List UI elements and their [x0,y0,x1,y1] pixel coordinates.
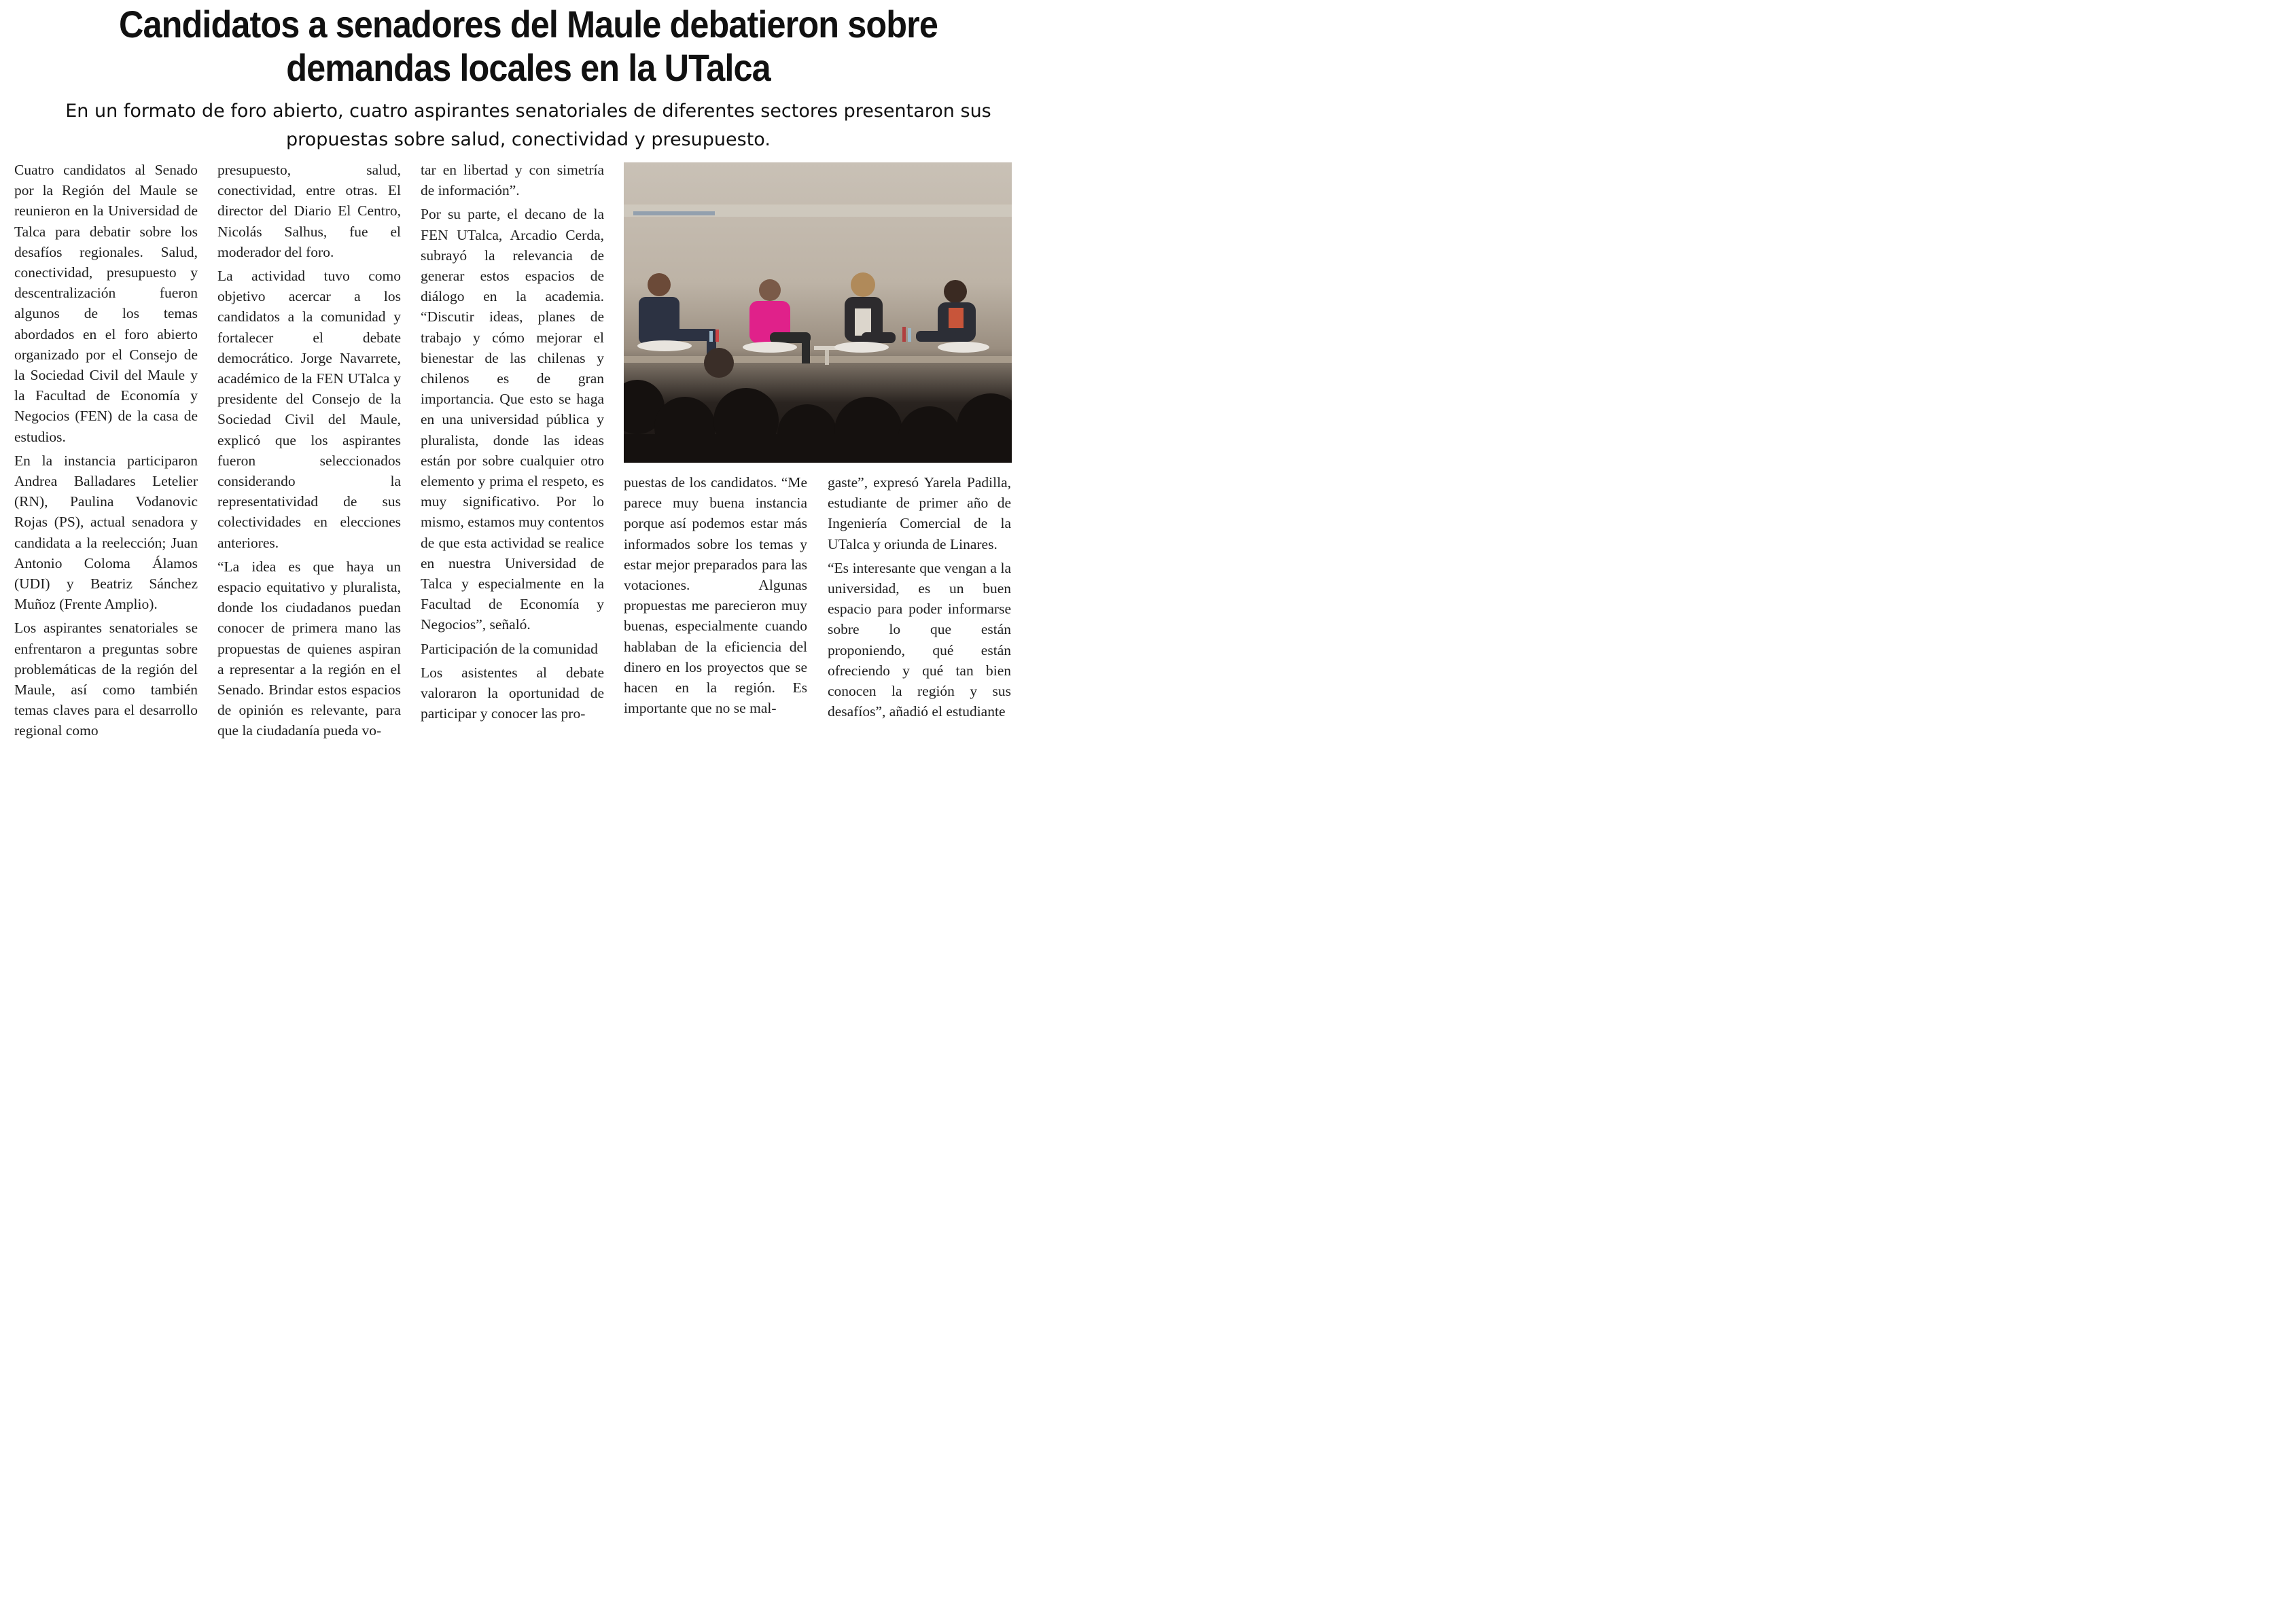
paragraph: Cuatro candidatos al Senado por la Región del Maule se reunieron en la Universidad de Talca para debatir sobre los desafíos regionales. Salud, conectividad, presupuesto y descentralización fueron algunos de los temas abordados en el foro abierto organizado por el Consejo de la Sociedad Civil del Maule y la Facultad de Economía y Negocios (FEN) de la casa de estudios. [14,162,198,445]
article-column-3 [421,160,604,724]
paragraph: La actividad tuvo como objetivo acercar a los candidatos a la comunidad y fortalecer el debate democrático. Jorge Navarrete, académico de la FEN UTalca y presidente del Consejo de la Sociedad Civil del Maule, explicó que los aspirantes fueron seleccionados considerando la representatividad de sus colectividades en elecciones anteriores. [217,268,401,551]
paragraph: “La idea es que haya un espacio equitativo y pluralista, donde los ciudadanos puedan conocer de primera mano las propuestas de quienes aspiran a representar a la región en el Senado. Brindar estos espacios de opinión es relevante, para que la ciudadanía pueda vo- [217,558,401,739]
speaker-3 [834,272,896,353]
paragraph: gaste”, expresó Yarela Padilla, estudiante de primer año de Ingeniería Comercial de la UTalca y oriunda de Linares. [828,474,1011,552]
paragraph: Los asistentes al debate valoraron la oportunidad de participar y conocer las pro- [421,664,604,722]
section-subheading: Participación de la comunidad [421,640,598,657]
article-column-1 [14,160,198,741]
paragraph: tar en libertad y con simetría de información”. [421,162,604,199]
speaker-2 [743,279,811,364]
paragraph: Por su parte, el decano de la FEN UTalca, Arcadio Cerda, subrayó la relevancia de generar estos espacios de diálogo en la academia. “Discutir ideas, planes de trabajo y cómo mejorar el bienestar de las chilenas y chilenos es de gran importancia. Que esto se haga en una universidad pública y pluralista, donde las ideas están por sobre cualquier otro elemento y prima el respeto, es muy significativo. Por lo mismo, estamos muy contentos de que esta actividad se realice en nuestra Universidad de Talca y especialmente en la Facultad de Economía y Negocios”, señaló. [421,206,604,633]
article-column-2 [217,160,401,741]
subheadline: En un formato de foro abierto, cuatro aspirantes senatoriales de diferentes sectores presentaron sus propuestas sobre salud, conectividad y presupuesto. [65,101,991,150]
speaker-1 [637,273,719,366]
debate-photo [624,162,1012,463]
speaker-4 [916,280,989,353]
debate-photo-illustration [624,162,1012,463]
paragraph: presupuesto, salud, conectividad, entre otras. El director del Diario El Centro, Nicolás Salhus, fue el moderador del foro. [217,162,401,260]
audience [624,348,1012,463]
paragraph: Los aspirantes senatoriales se enfrentaron a preguntas sobre problemáticas de la región del Maule, así como también temas claves para el desarrollo regional como [14,620,198,739]
headline: Candidatos a senadores del Maule debatieron sobre demandas locales en la UTalca [118,3,938,89]
paragraph: “Es interesante que vengan a la universidad, es un buen espacio para poder informarse sobre lo que están proponiendo, qué están ofreciendo y qué tan bien conocen la región y sus desafíos”, añadió el estudiante [828,559,1011,720]
article-column-5 [828,472,1011,722]
paragraph: puestas de los candidatos. “Me parece muy buena instancia porque así podemos estar más informados sobre los temas y estar mejor preparados para las votaciones. Algunas propuestas me parecieron muy buenas, especialmente cuando hablaban de la eficiencia del dinero en los proyectos que se hacen en la región. Es importante que no se mal- [624,474,807,717]
article-column-4 [624,472,807,718]
paragraph: En la instancia participaron Andrea Balladares Letelier (RN), Paulina Vodanovic Rojas (PS), actual senadora y candidata a la reelección; Juan Antonio Coloma Álamos (UDI) y Beatriz Sánchez Muñoz (Frente Amplio). [14,452,198,613]
